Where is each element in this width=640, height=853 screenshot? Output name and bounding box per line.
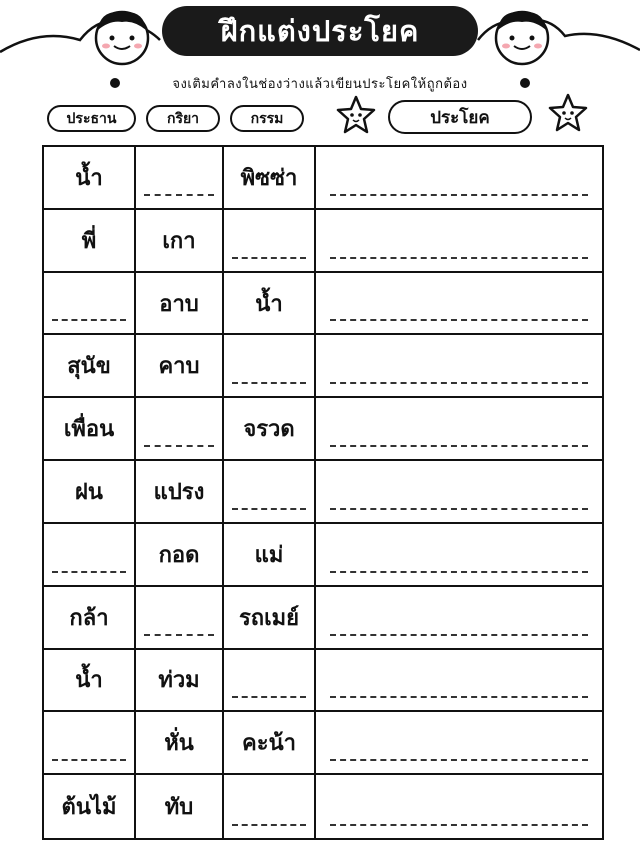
cell-verb: อาบ: [136, 273, 224, 336]
cell-verb: ท่วม: [136, 650, 224, 713]
cell-verb[interactable]: [136, 587, 224, 650]
instruction-line: [110, 72, 530, 94]
cell-sentence[interactable]: [316, 398, 602, 461]
cell-sentence[interactable]: [316, 650, 602, 713]
cell-verb: หั่น: [136, 712, 224, 775]
bullet-dot: [110, 78, 120, 88]
cell-subject: เพื่อน: [44, 398, 136, 461]
cell-subject[interactable]: [44, 712, 136, 775]
star-icon: [334, 94, 378, 136]
star-icon: [546, 92, 590, 134]
cell-sentence[interactable]: [316, 587, 602, 650]
label-verb: กริยา: [146, 105, 220, 132]
cell-sentence[interactable]: [316, 712, 602, 775]
cell-object: คะน้า: [224, 712, 316, 775]
cell-subject: น้ำ: [44, 650, 136, 713]
cell-verb: ทับ: [136, 775, 224, 838]
exercise-table: [42, 145, 604, 840]
cell-subject: กล้า: [44, 587, 136, 650]
cell-object: แม่: [224, 524, 316, 587]
cell-object[interactable]: [224, 461, 316, 524]
cell-object[interactable]: [224, 210, 316, 273]
label-subject: ประธาน: [47, 105, 136, 132]
cell-verb: แปรง: [136, 461, 224, 524]
label-object: กรรม: [230, 105, 304, 132]
cell-subject: ต้นไม้: [44, 775, 136, 838]
worksheet-title: [162, 6, 478, 56]
cell-verb: คาบ: [136, 335, 224, 398]
bullet-dot: [520, 78, 530, 88]
cell-object: จรวด: [224, 398, 316, 461]
cell-object: พิซซ่า: [224, 147, 316, 210]
cell-subject: ฝน: [44, 461, 136, 524]
cell-object[interactable]: [224, 775, 316, 838]
cell-sentence[interactable]: [316, 775, 602, 838]
cell-sentence[interactable]: [316, 524, 602, 587]
cell-verb: เกา: [136, 210, 224, 273]
smiley-face-icon: [96, 12, 148, 64]
cell-object: น้ำ: [224, 273, 316, 336]
cell-sentence[interactable]: [316, 210, 602, 273]
cell-sentence[interactable]: [316, 335, 602, 398]
title-text: ฝึกแต่งประโยค: [220, 14, 420, 48]
smiley-face-icon: [496, 12, 548, 64]
instruction-text: จงเติมคำลงในช่องว่างแล้วเขียนประโยคให้ถูกต้อง: [172, 76, 468, 92]
cell-sentence[interactable]: [316, 461, 602, 524]
cell-subject: สุนัข: [44, 335, 136, 398]
cell-subject: น้ำ: [44, 147, 136, 210]
cell-object[interactable]: [224, 650, 316, 713]
cell-verb: กอด: [136, 524, 224, 587]
cell-subject[interactable]: [44, 273, 136, 336]
cell-verb[interactable]: [136, 147, 224, 210]
cell-object: รถเมย์: [224, 587, 316, 650]
cell-verb[interactable]: [136, 398, 224, 461]
cell-sentence[interactable]: [316, 273, 602, 336]
cell-object[interactable]: [224, 335, 316, 398]
cell-subject: พี่: [44, 210, 136, 273]
cell-subject[interactable]: [44, 524, 136, 587]
label-sentence: ประโยค: [388, 100, 532, 134]
cell-sentence[interactable]: [316, 147, 602, 210]
